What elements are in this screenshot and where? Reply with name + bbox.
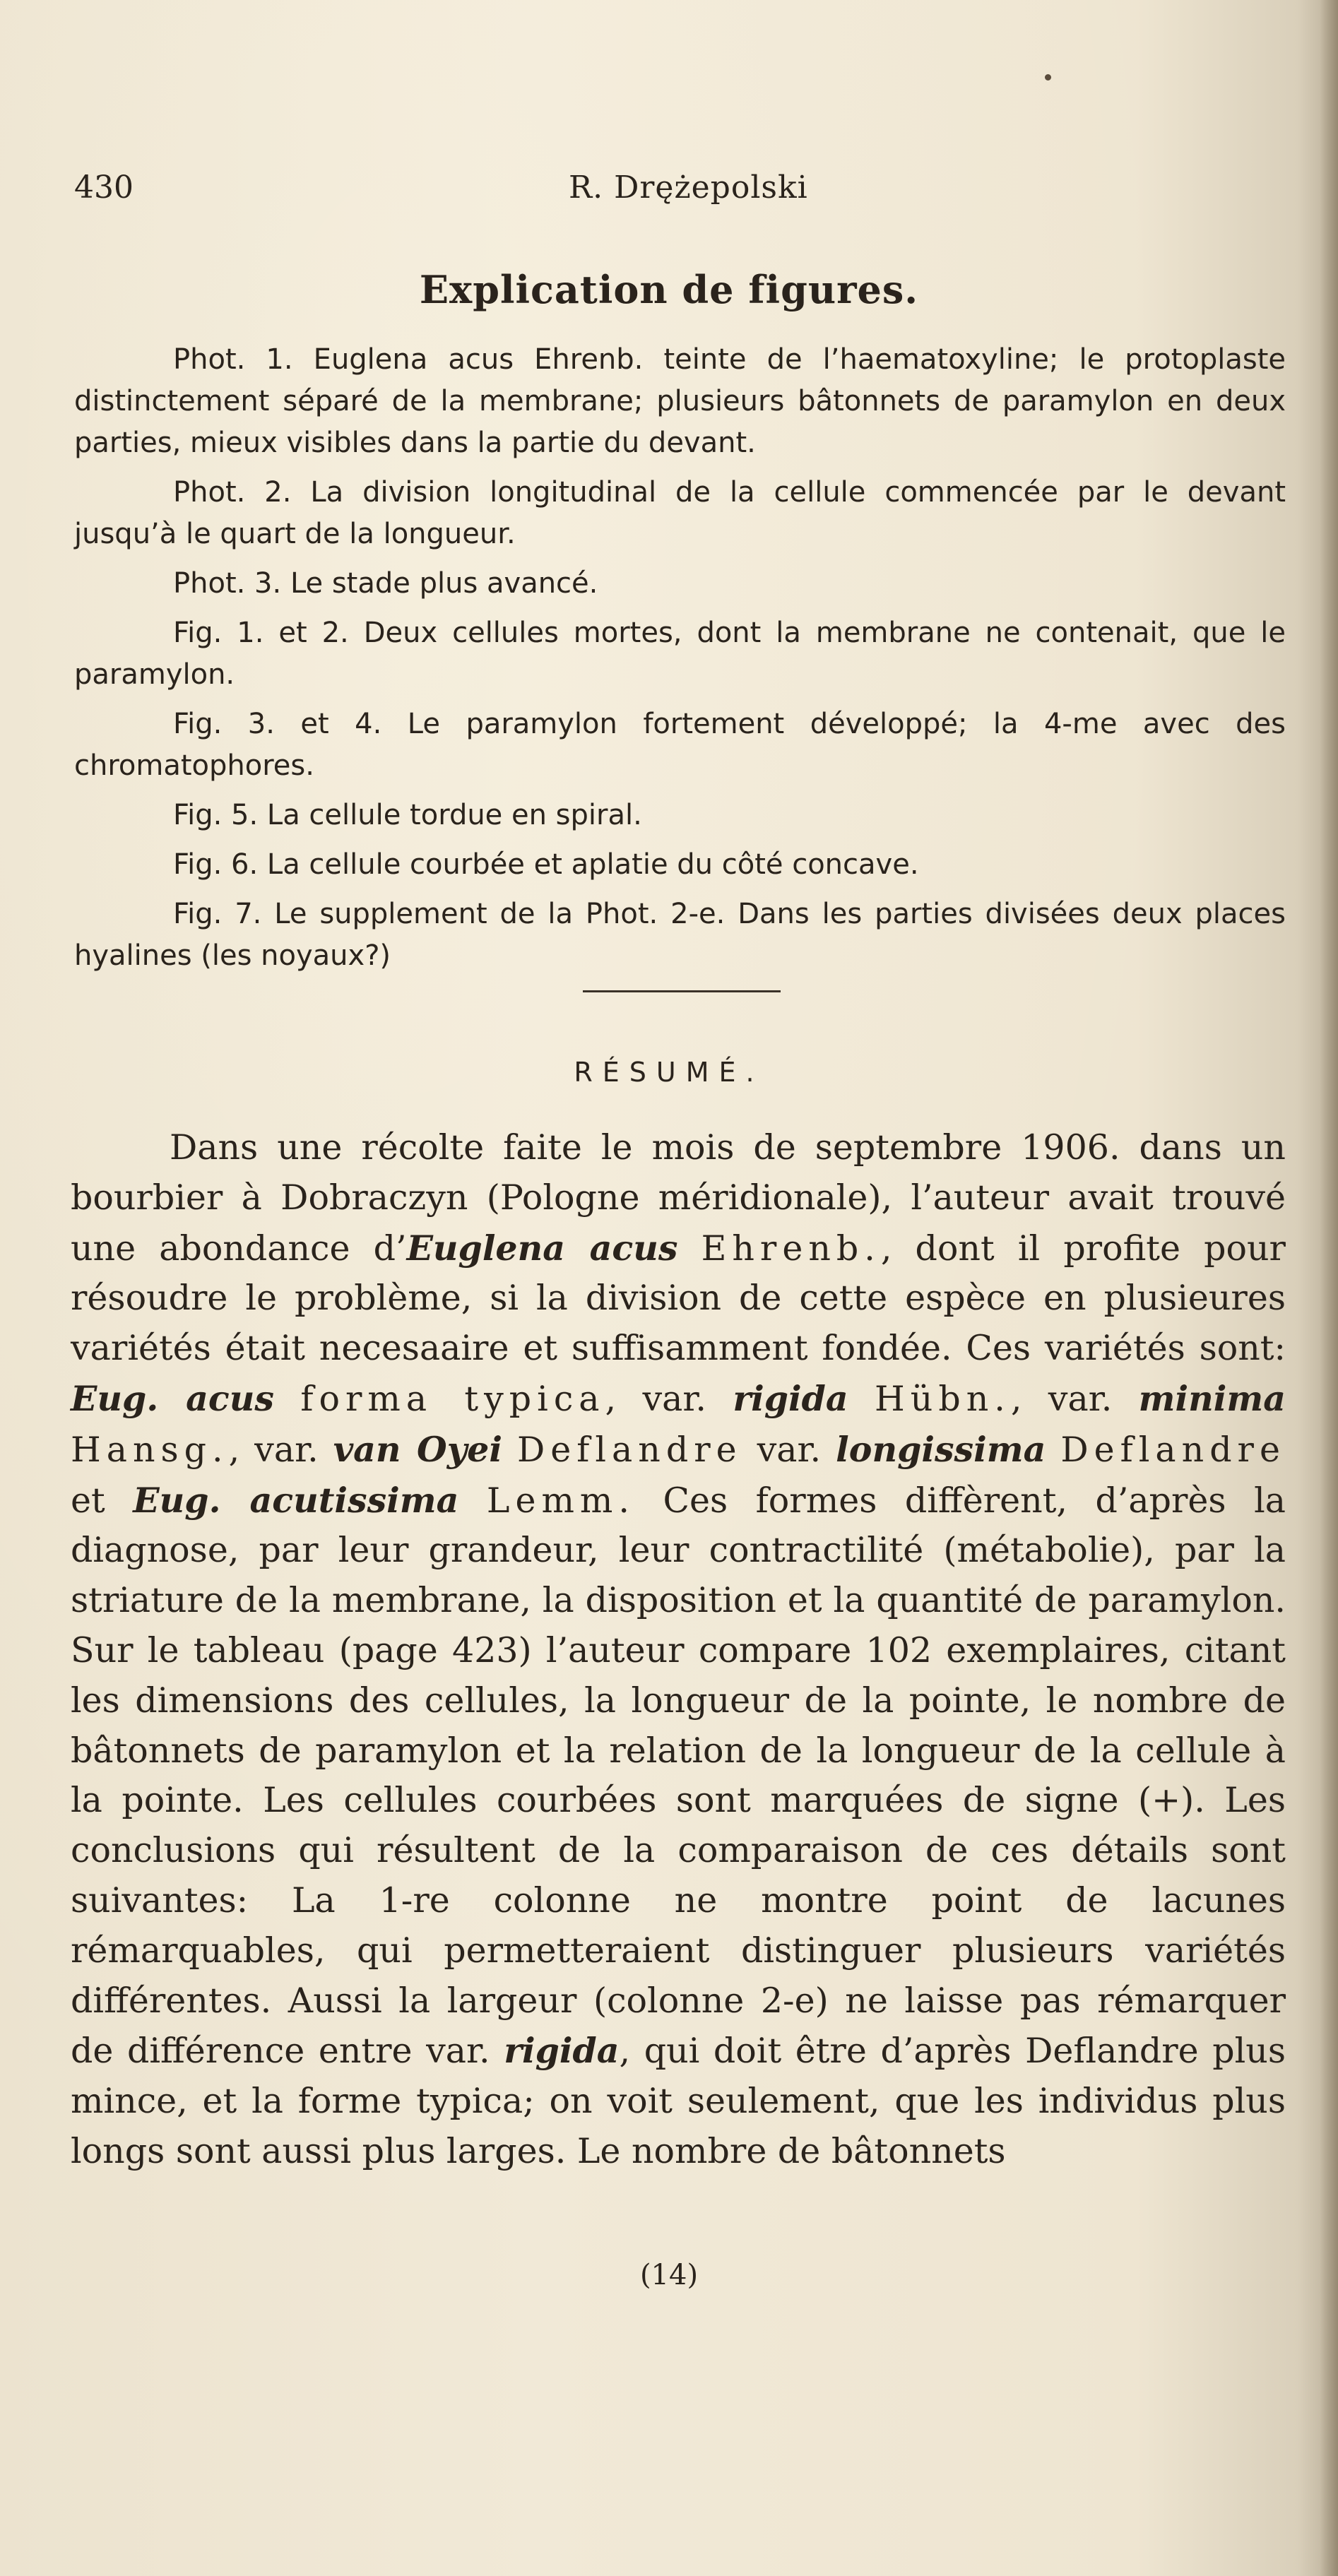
ink-speck	[1045, 74, 1051, 81]
resume-text: Dans une récolte faite le mois de septembre 1906. dans un bourbier à Dobraczyn (Pologne méridionale), l’auteur avait trouvé une abondance d’	[71, 1127, 1286, 1269]
resume-text	[458, 1480, 487, 1521]
running-head-author: R. Drężepolski	[569, 170, 808, 206]
explication-entry: Fig. 6. La cellule courbée et aplatie du côté concave.	[173, 848, 919, 881]
resume-text	[677, 1228, 701, 1269]
variety-name: longissima	[836, 1428, 1046, 1470]
footer-page-number: (14)	[639, 2259, 699, 2291]
variety-name: van Oyei	[333, 1428, 502, 1470]
author-name: Deflandre	[516, 1429, 742, 1470]
author-name: Hübn.	[875, 1378, 1011, 1419]
resume-text: , var.	[1010, 1378, 1139, 1419]
section-divider	[583, 990, 781, 992]
resume-text	[502, 1430, 517, 1470]
forma-name: forma typica	[300, 1378, 605, 1419]
resume-text: var.	[742, 1429, 836, 1470]
resume-text: et	[71, 1480, 134, 1521]
species-name: Eug. acus	[71, 1377, 274, 1419]
explication-entry: Phot. 3. Le stade plus avancé.	[173, 567, 598, 600]
explication-list	[74, 339, 1286, 985]
resume-text: , var.	[228, 1429, 333, 1470]
species-name: Eug. acutissima	[133, 1479, 459, 1521]
variety-name: minima	[1138, 1377, 1286, 1419]
resume-text	[1046, 1430, 1060, 1470]
explication-entry: Fig. 1. et 2. Deux cellules mortes, dont la membrane ne contenait, que le paramylon.	[74, 617, 1286, 691]
explication-title: Explication de figures.	[419, 267, 919, 312]
page-edge-shadow	[1320, 0, 1338, 2576]
running-header	[74, 170, 1289, 212]
explication-entry: Fig. 7. Le supplement de la Phot. 2-e. Dans les parties divisées deux places hyalines (les noyaux?)	[74, 898, 1286, 972]
resume-body	[71, 1123, 1286, 2177]
resume-text	[274, 1379, 300, 1419]
variety-name: rigida	[733, 1377, 848, 1419]
resume-text: , qui doit être d’après Deflandre plus mince, et la forme typica; on voit seulement, que les individus plus longs sont aussi plus larges. Le nombre de bâtonnets	[71, 2031, 1286, 2171]
explication-entry: Fig. 3. et 4. Le paramylon fortement développé; la 4-me avec des chromatophores.	[74, 708, 1286, 782]
explication-entry: Fig. 5. La cellule tordue en spiral.	[173, 799, 642, 831]
author-name: Lemm.	[486, 1480, 635, 1521]
resume-text	[848, 1379, 875, 1419]
species-name: Euglena acus	[406, 1227, 678, 1269]
resume-text: , dont il profite pour résoudre le problème, si la division de cette espèce en plusieures variétés était necesaaire et suffisamment fondée. Ces variétés sont:	[71, 1228, 1286, 1369]
author-name: Hansg.	[71, 1429, 229, 1470]
author-name: Deflandre	[1060, 1429, 1286, 1470]
author-name: Ehrenb.	[701, 1228, 881, 1269]
resume-paragraph	[71, 1123, 1286, 2177]
page-number: 430	[74, 170, 134, 206]
resume-text: Ces formes diffèrent, d’après la diagnose, par leur grandeur, leur contractilité (métabolie), par la striature de la membrane, la disposition et la quantité de paramylon. Sur le tableau (page 423) l’auteur compare 102 exemplaires, citant les dimensions des cellules, la longueur de la pointe, le nombre de bâtonnets de paramylon et la relation de la longueur de la cellule à la pointe. Les cellules courbées sont marquées de signe (+). Les conclusions qui résultent de la comparaison de ces détails sont suivantes: La 1-re colonne ne montre point de lacunes rémarquables, qui permetteraient distinguer plusieurs variétés différentes. Aussi la largeur (colonne 2-e) ne laisse pas rémarquer de différence entre var.	[71, 1480, 1286, 2072]
resume-title: RÉSUMÉ.	[574, 1057, 764, 1088]
resume-text: , var.	[605, 1378, 733, 1419]
explication-entry: Phot. 2. La division longitudinal de la cellule commencée par le devant jusqu’à le quart de la longueur.	[74, 476, 1286, 550]
variety-name: rigida	[504, 2030, 620, 2072]
explication-entry: Phot. 1. Euglena acus Ehrenb. teinte de l’haematoxyline; le protoplaste distinctement séparé de la membrane; plusieurs bâtonnets de paramylon en deux parties, mieux visibles dans la partie du devant.	[74, 343, 1286, 459]
